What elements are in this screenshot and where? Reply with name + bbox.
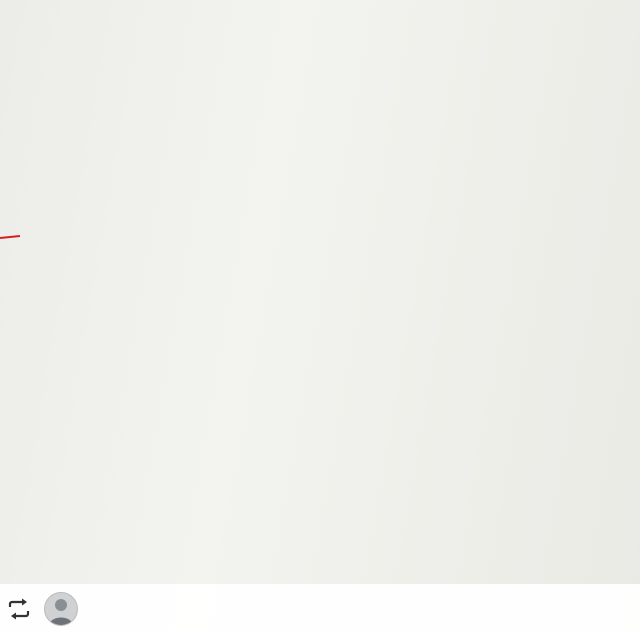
instagram-repost-footer xyxy=(0,584,640,632)
table-header xyxy=(0,0,640,16)
red-pen-mark xyxy=(0,235,20,239)
repost-icon[interactable] xyxy=(6,598,32,620)
avatar[interactable] xyxy=(44,592,78,626)
